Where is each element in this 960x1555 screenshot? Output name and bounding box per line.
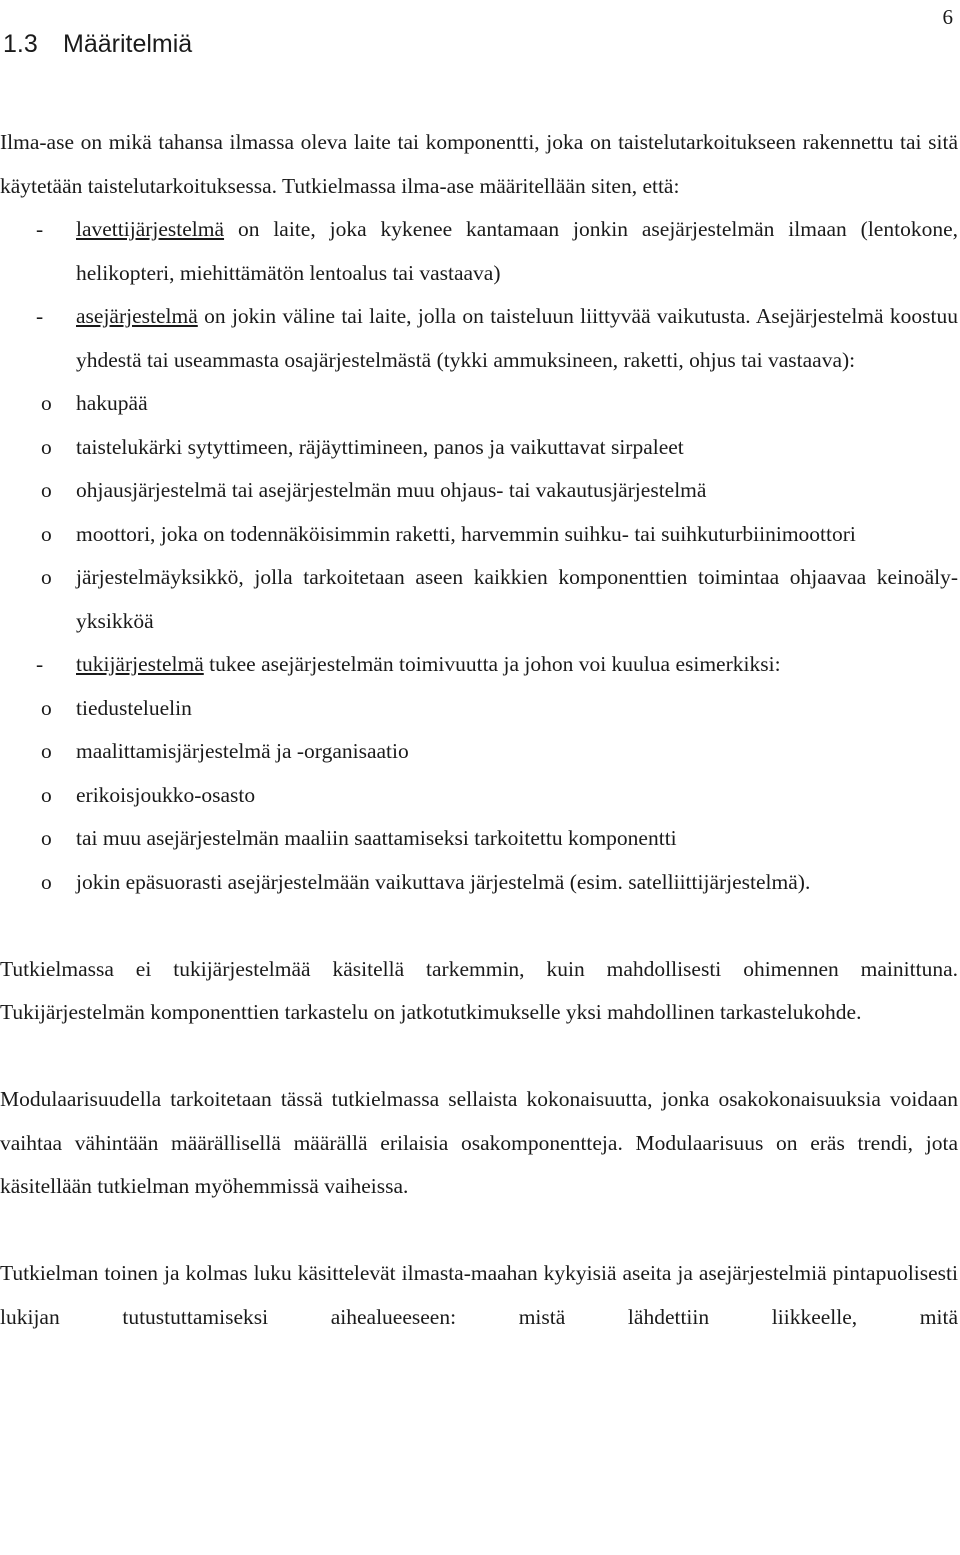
definition-text: tukee asejärjestelmän toimivuutta ja johon voi kuulua esimerkiksi: <box>203 652 781 676</box>
sublist-item-text: taistelukärki sytyttimeen, räjäyttimineen, panos ja vaikuttavat sirpaleet <box>76 434 684 459</box>
definition-term: asejärjestelmä <box>76 304 198 328</box>
definition-list <box>0 208 958 904</box>
sublist-item-text: järjestelmäyksikkö, jolla tarkoitetaan aseen kaikkien komponenttien toimintaa ohjaavaa keinoäly-yksikköä <box>76 565 958 633</box>
definition-term: lavettijärjestelmä <box>76 217 225 241</box>
circle-marker: o <box>41 521 52 546</box>
sublist-item <box>0 730 958 774</box>
definition-item <box>0 643 958 904</box>
sublist <box>0 687 958 905</box>
definition-item <box>0 208 958 295</box>
circle-marker: o <box>41 826 52 850</box>
sublist-item-text: jokin epäsuorasti asejärjestelmään vaikuttava järjestelmä (esim. satelliittijärjestelmä). <box>76 869 811 894</box>
sublist-item-text: hakupää <box>76 391 148 415</box>
definition-item <box>0 295 958 643</box>
definition-text: on jokin väline tai laite, jolla on taisteluun liittyvää vaikutusta. Asejärjestelmä koostuu yhdestä tai useammasta osajärjestelmästä (tykki ammuksineen, raketti, ohjus tai vastaava): <box>76 304 958 372</box>
circle-marker: o <box>41 391 52 415</box>
dash-marker: - <box>36 217 44 241</box>
sublist-item <box>0 817 958 861</box>
sublist-item-text: maalittamisjärjestelmä ja -organisaatio <box>76 739 409 763</box>
circle-marker: o <box>41 434 52 459</box>
sublist-item <box>0 426 958 470</box>
sublist-item <box>0 513 958 557</box>
sublist-item-text: erikoisjoukko-osasto <box>76 782 256 807</box>
sublist-item-text: moottori, joka on todennäköisimmin raketti, harvemmin suihku- tai suihkuturbiinimoottori <box>76 521 856 546</box>
sublist-item <box>0 774 958 818</box>
sublist-item-text: tai muu asejärjestelmän maaliin saattamiseksi tarkoitettu komponentti <box>76 826 677 850</box>
sublist-item-text: ohjausjärjestelmä tai asejärjestelmän muu ohjaus- tai vakautusjärjestelmä <box>76 478 707 502</box>
sublist-item <box>0 469 958 513</box>
circle-marker: o <box>41 869 52 894</box>
circle-marker: o <box>41 739 52 763</box>
paragraph-support-note: Tutkielmassa ei tukijärjestelmää käsitellä tarkemmin, kuin mahdollisesti ohimennen mainittuna. Tukijärjestelmän komponenttien tarkastelu on jatkotutkimukselle yksi mahdollinen tarkastelukohde. <box>0 956 958 1024</box>
sublist-item <box>0 382 958 426</box>
section-heading <box>3 24 192 64</box>
circle-marker: o <box>41 695 52 720</box>
section-number: 1.3 <box>3 30 38 58</box>
circle-marker: o <box>41 782 52 807</box>
definition-term: tukijärjestelmä <box>76 652 204 676</box>
section-title: Määritelmiä <box>63 30 193 58</box>
page-number: 6 <box>942 5 953 29</box>
paragraph-chapters: Tutkielman toinen ja kolmas luku käsittelevät ilmasta-maahan kykyisiä aseita ja asejärjestelmiä pintapuolisesti lukijan tutustuttamiseksi aihealueeseen: mistä lähdettiin liikkeelle, mitä <box>0 1261 958 1329</box>
paragraph-intro: Ilma-ase on mikä tahansa ilmassa oleva laite tai komponentti, joka on taistelutarkoitukseen rakennettu tai sitä käytetään taistelutarkoituksessa. Tutkielmassa ilma-ase määritellään siten, että: <box>0 130 958 198</box>
circle-marker: o <box>41 478 52 502</box>
circle-marker: o <box>41 565 52 589</box>
document-body <box>0 121 958 1339</box>
sublist-item <box>0 687 958 731</box>
sublist-item <box>0 556 958 643</box>
definition-text: on laite, joka kykenee kantamaan jonkin asejärjestelmän ilmaan (lentokone, helikopteri, miehittämätön lentoalus tai vastaava) <box>76 217 958 285</box>
paragraph-modularity: Modulaarisuudella tarkoitetaan tässä tutkielmassa sellaista kokonaisuutta, jonka osakokonaisuuksia voidaan vaihtaa vähintään määrällisellä määrällä erilaisia osakomponentteja. Modulaarisuus on eräs trendi, jota käsitellään tutkielman myöhemmissä vaiheissa. <box>0 1087 958 1198</box>
sublist-item-text: tiedusteluelin <box>76 695 192 720</box>
dash-marker: - <box>36 304 44 328</box>
sublist-item <box>0 861 958 905</box>
dash-marker: - <box>36 652 44 676</box>
sublist <box>0 382 958 643</box>
